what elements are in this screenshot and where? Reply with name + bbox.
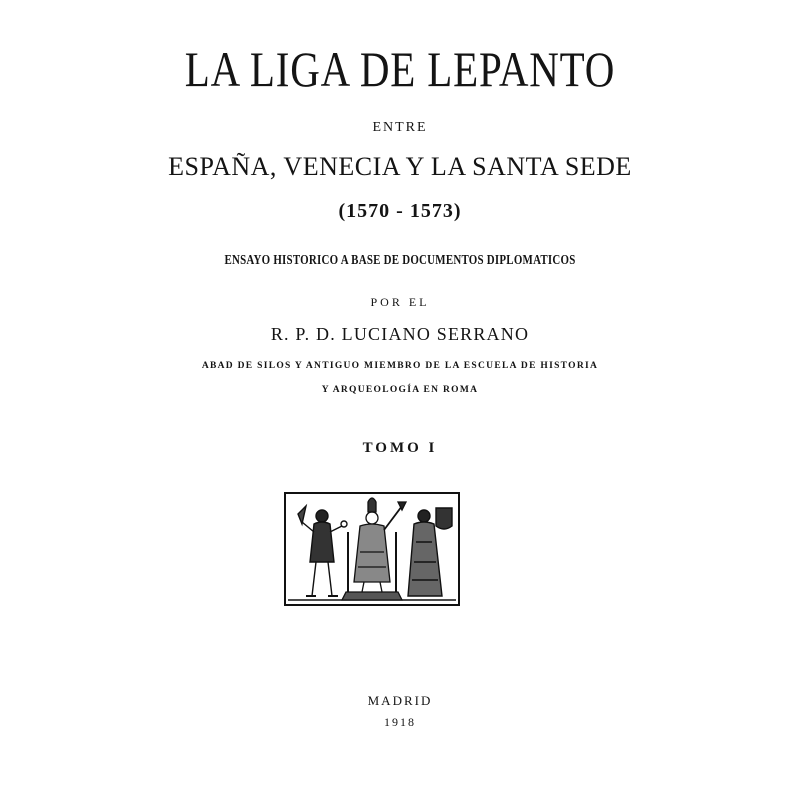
subtitle: ENSAYO HISTORICO A BASE DE DOCUMENTOS DIPLOMATICOS: [224, 253, 576, 268]
author-name: R. P. D. LUCIANO SERRANO: [270, 324, 530, 344]
author-office-line-1: ABAD DE SILOS Y ANTIGUO MIEMBRO DE LA ESCUELA DE HISTORIA: [201, 361, 599, 371]
date-range: (1570 - 1573): [338, 200, 462, 222]
volume-label: TOMO I: [362, 440, 438, 456]
author-office-line-2: Y ARQUEOLOGÍA EN ROMA: [321, 385, 479, 395]
by-line: POR EL: [370, 295, 430, 309]
woodcut-illustration: [284, 492, 460, 606]
book-title: LA LIGA DE LEPANTO: [184, 41, 616, 97]
title-connector: ENTRE: [372, 120, 428, 135]
imprint-city: MADRID: [367, 693, 433, 708]
parties-line: ESPAÑA, VENECIA Y LA SANTA SEDE: [168, 152, 632, 181]
imprint-year: 1918: [384, 715, 416, 729]
